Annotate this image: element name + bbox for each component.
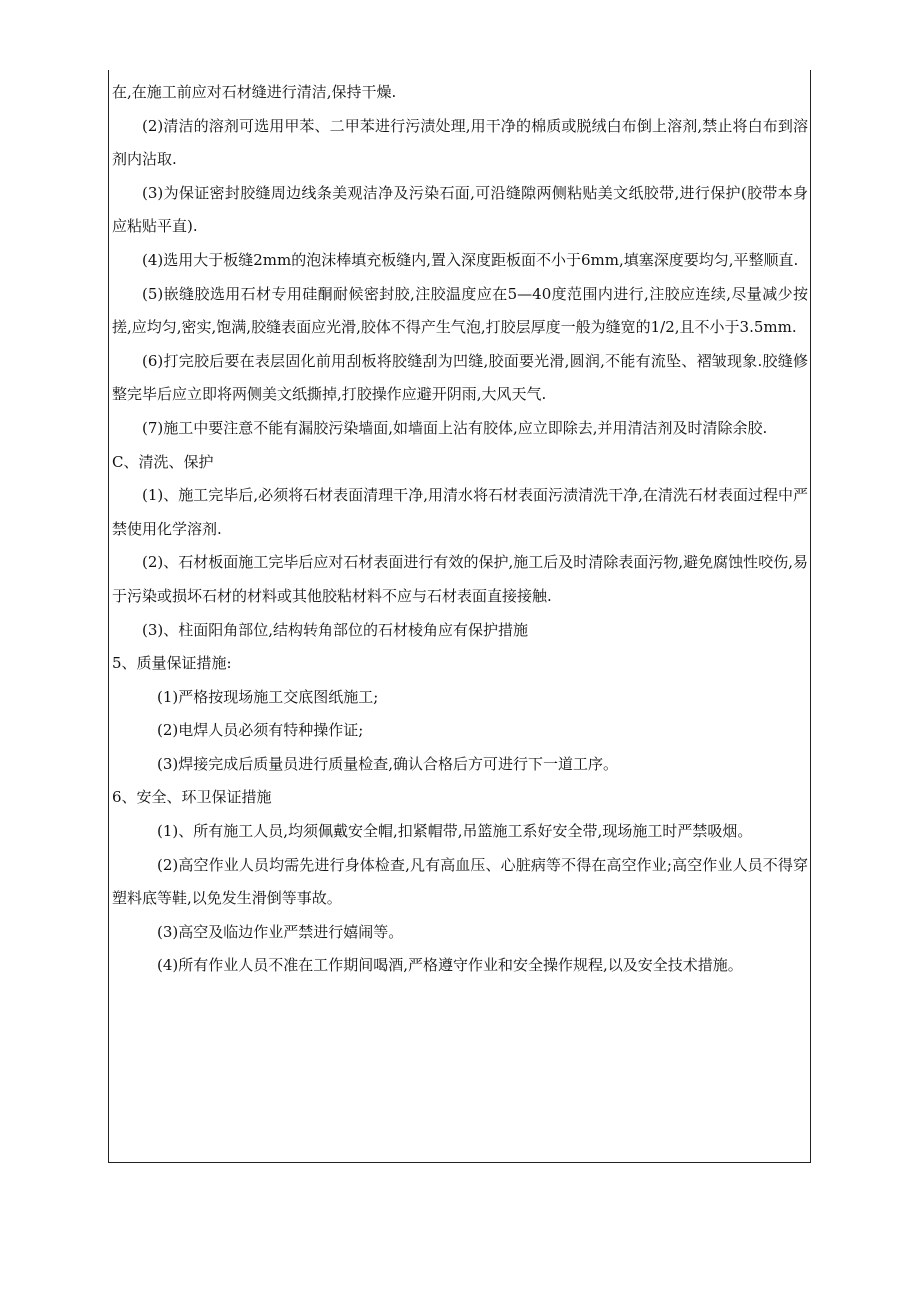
paragraph: 在,在施工前应对石材缝进行清洁,保持干燥.: [112, 83, 397, 101]
paragraph: (3)焊接完成后质量员进行质量检查,确认合格后方可进行下一道工序。: [157, 754, 619, 773]
paragraph: (4)所有作业人员不准在工作期间喝酒,严格遵守作业和安全操作规程,以及安全技术措施。: [157, 956, 743, 975]
section-heading: C、清洗、保护: [112, 452, 214, 471]
paragraph: (4)选用大于板缝2mm的泡沫棒填充板缝内,置入深度距板面不小于6mm,填塞深度要均匀,平整顺直.: [142, 250, 799, 269]
document-body: [109, 76, 810, 983]
paragraph: (6)打完胶后要在表层固化前用刮板将胶缝刮为凹缝,胶面要光滑,圆润,不能有流坠、褶皱现象.胶缝修整完毕后应立即将两侧美文纸撕掉,打胶操作应避开阴雨,大风天气.: [112, 351, 808, 404]
paragraph: (3)为保证密封胶缝周边线条美观洁净及污染石面,可沿缝隙两侧粘贴美文纸胶带,进行保护(胶带本身应粘贴平直).: [112, 183, 808, 236]
section-heading: 5、质量保证措施:: [112, 654, 232, 673]
paragraph: (2)清洁的溶剂可选用甲苯、二甲苯进行污渍处理,用干净的棉质或脱绒白布倒上溶剂,禁止将白布到溶剂内沾取.: [112, 116, 808, 169]
paragraph: (2)、石材板面施工完毕后应对石材表面进行有效的保护,施工后及时清除表面污物,避免腐蚀性咬伤,易于污染或损坏石材的材料或其他胶粘材料不应与石材表面直接接触.: [112, 553, 808, 605]
section-heading: 6、安全、环卫保证措施: [112, 788, 272, 807]
paragraph: (2)高空作业人员均需先进行身体检查,凡有高血压、心脏病等不得在高空作业;高空作业人员不得穿塑料底等鞋,以免发生滑倒等事故。: [112, 855, 808, 908]
paragraph: (1)、施工完毕后,必须将石材表面清理干净,用清水将石材表面污渍清洗干净,在清洗石材表面过程中严禁使用化学溶剂.: [112, 486, 808, 538]
paragraph: (5)嵌缝胶选用石材专用硅酮耐候密封胶,注胶温度应在5—40度范围内进行,注胶应连续,尽量减少按搓,应均匀,密实,饱满,胶缝表面应光滑,胶体不得产生气泡,打胶层厚度一般为缝宽的1/2,且不小于3.5mm.: [112, 284, 808, 337]
paragraph: (3)高空及临边作业严禁进行嬉闹等。: [157, 922, 404, 941]
paragraph: (3)、柱面阳角部位,结构转角部位的石材棱角应有保护措施: [142, 620, 529, 639]
document-table-frame: [108, 70, 811, 1163]
paragraph: (2)电焊人员必须有特种操作证;: [157, 721, 364, 740]
paragraph: (1)、所有施工人员,均须佩戴安全帽,扣紧帽带,吊篮施工系好安全带,现场施工时严禁吸烟。: [157, 822, 753, 841]
paragraph: (1)严格按现场施工交底图纸施工;: [157, 687, 379, 706]
paragraph: (7)施工中要注意不能有漏胶污染墙面,如墙面上沾有胶体,应立即除去,并用清洁剂及时清除余胶.: [142, 418, 768, 437]
